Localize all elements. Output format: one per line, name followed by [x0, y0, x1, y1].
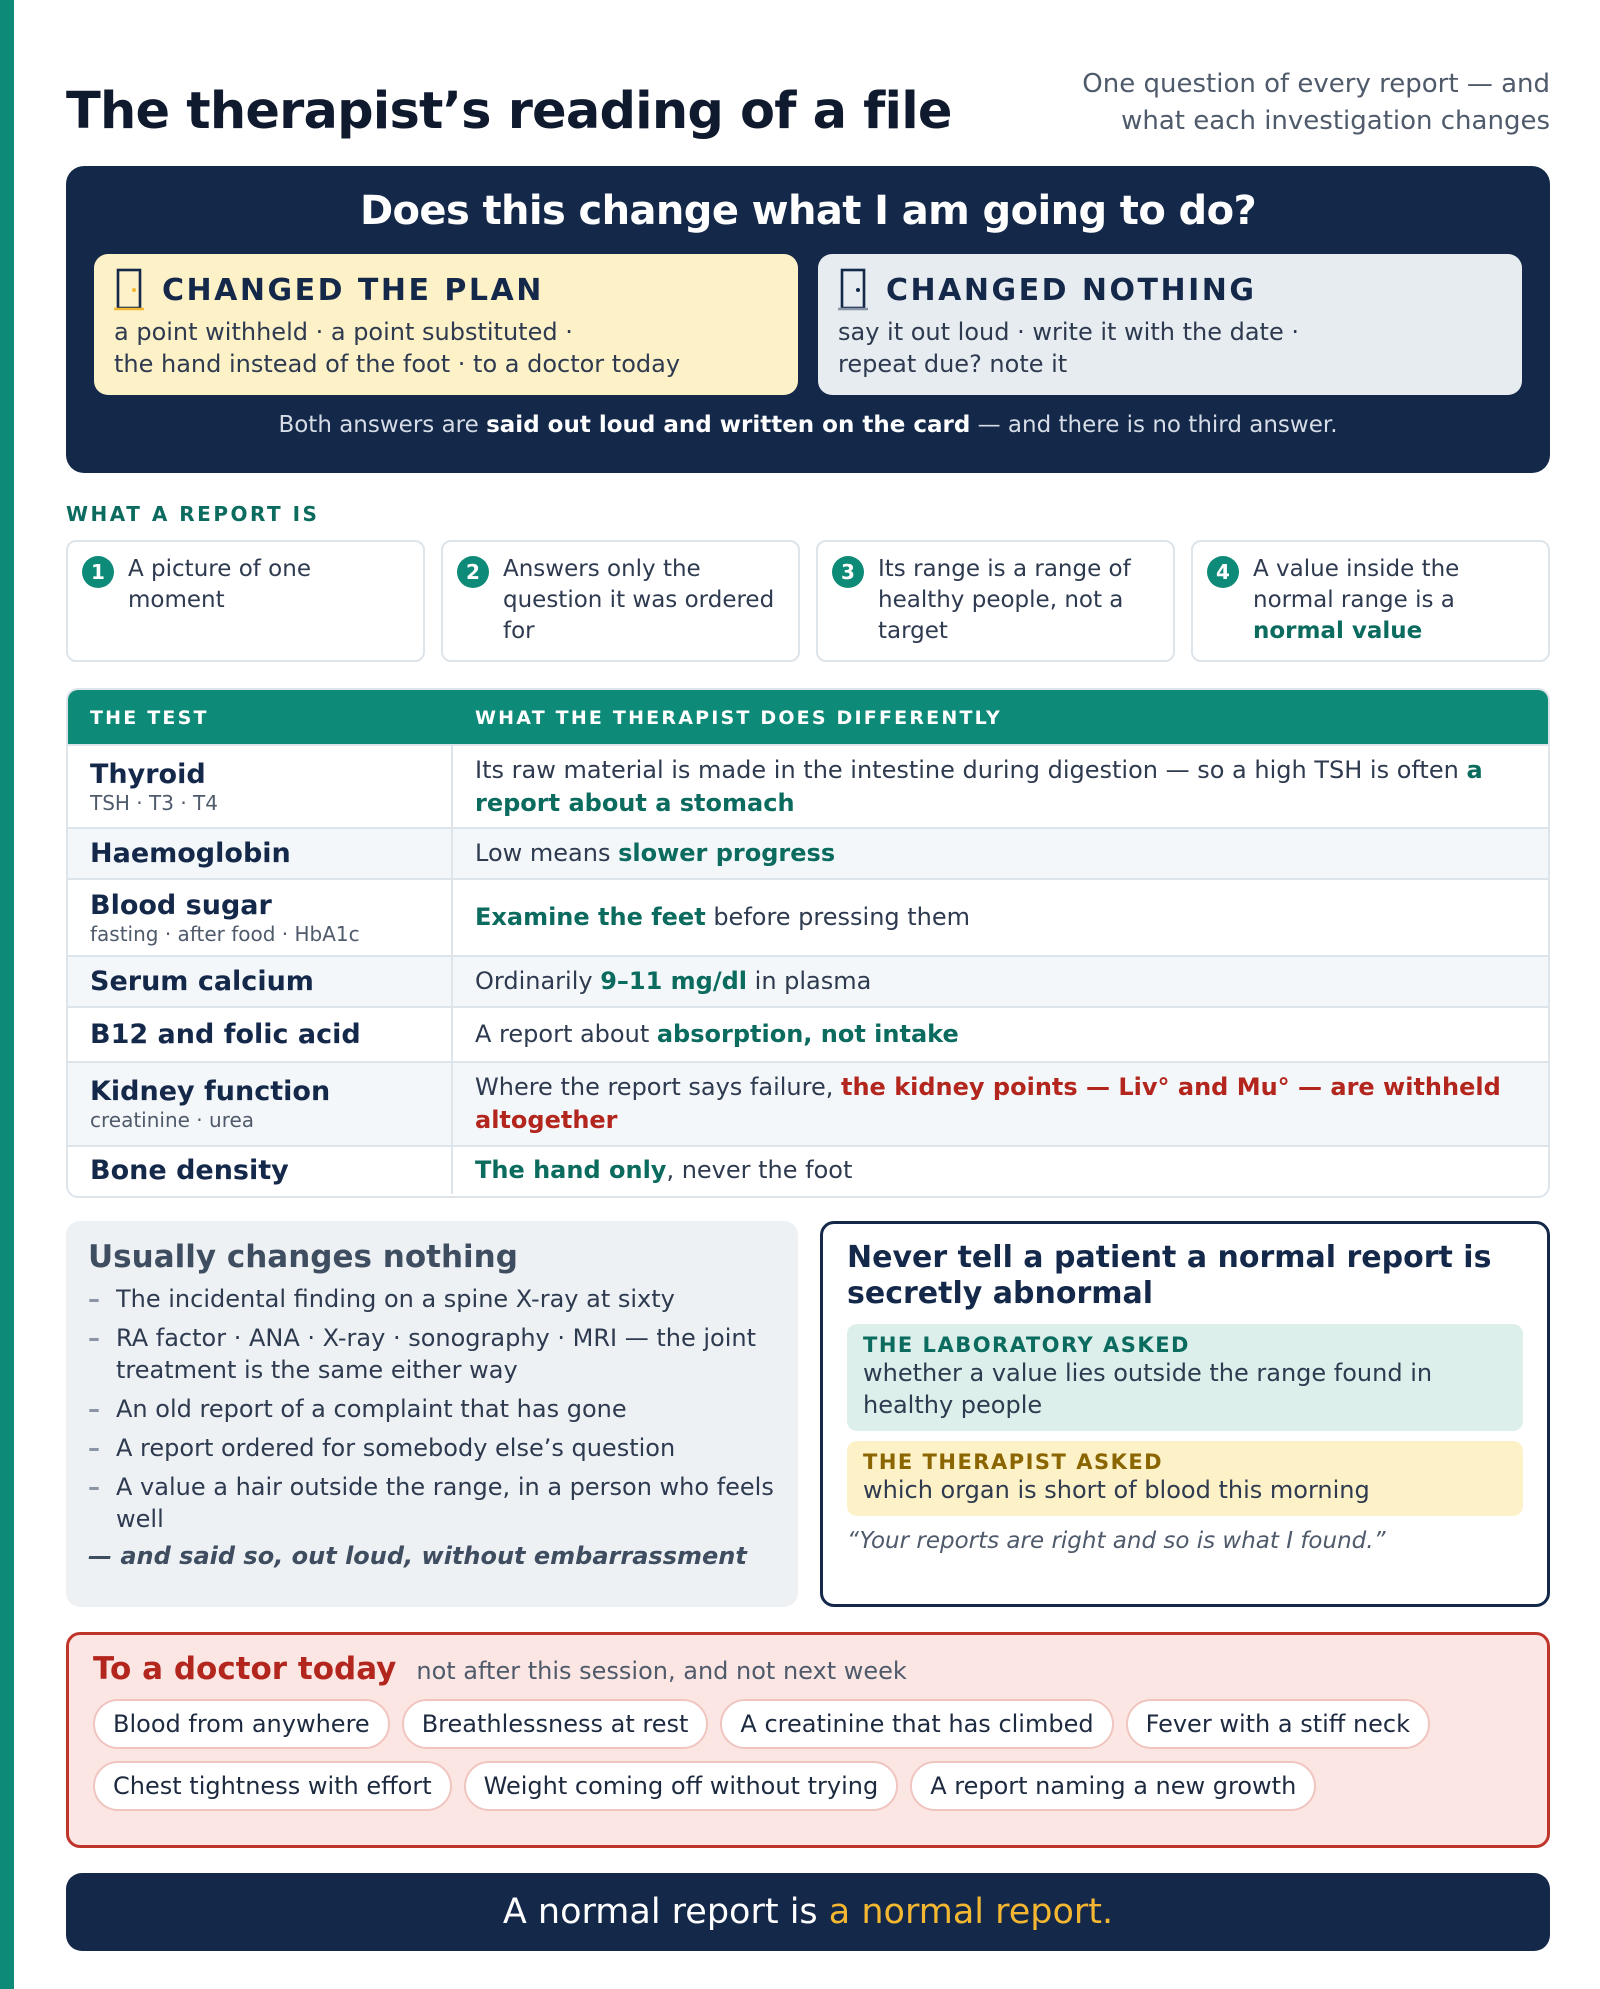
report-fact-3: [816, 540, 1175, 662]
left-accent-stripe: [0, 0, 14, 1989]
action-emphasis: a report about a stomach: [475, 755, 1483, 817]
never-tell-panel: [820, 1221, 1550, 1607]
laboratory-asked-box: [847, 1324, 1523, 1431]
fact-number-badge: 4: [1207, 556, 1239, 588]
test-name: B12 and folic acid: [90, 1018, 361, 1050]
action-text-end: in plasma: [747, 967, 872, 995]
report-fact-4: [1191, 540, 1550, 662]
usually-changes-nothing-title: Usually changes nothing: [88, 1239, 518, 1275]
usually-changes-nothing-footnote: — and said so, out loud, without embarrassment: [88, 1542, 747, 1570]
list-item: [88, 1471, 776, 1535]
page-title: The therapist’s reading of a file: [66, 82, 952, 141]
list-item: [88, 1393, 776, 1425]
test-name-cell: [68, 880, 453, 955]
doctor-today-header: [93, 1651, 1523, 1687]
usually-changes-nothing-panel: [66, 1221, 798, 1607]
action-emphasis: The hand only: [475, 1156, 667, 1184]
list-item: [88, 1283, 776, 1315]
test-subtitle: fasting · after food · HbA1c: [90, 921, 360, 946]
page-subtitle: [1082, 66, 1550, 140]
footnote-emphasis: said out loud and written on the card: [486, 412, 971, 438]
changed-nothing-line-1: say it out loud · write it with the date ·: [838, 318, 1299, 346]
changed-plan-line-1: a point withheld · a point substituted ·: [114, 318, 573, 346]
list-item: [88, 1322, 776, 1386]
page-subtitle-line-1: One question of every report — and: [1082, 69, 1550, 99]
door-icon: [838, 268, 868, 312]
fact-text-lead: A value inside the normal range is a: [1253, 556, 1460, 613]
fact-text-emphasis: normal value: [1253, 618, 1423, 644]
dash-bullet-icon: –: [88, 1324, 100, 1352]
red-flag-tag: Breathlessness at rest: [402, 1699, 709, 1749]
test-name: Thyroid: [90, 758, 206, 790]
red-flag-tag: A report naming a new growth: [910, 1761, 1316, 1811]
key-question: Does this change what I am going to do?: [359, 188, 1257, 234]
test-name-cell: [68, 829, 453, 878]
table-row-bone-density: [68, 1145, 1548, 1194]
laboratory-asked-heading: THE LABORATORY ASKED: [863, 1333, 1190, 1357]
action-emphasis: Examine the feet: [475, 903, 706, 931]
test-name-cell: [68, 1008, 453, 1061]
action-warning: the kidney points — Liv° and Mu° — are withheld altogether: [475, 1073, 1501, 1134]
changed-plan-card: [94, 254, 798, 395]
table-row-thyroid: [68, 744, 1548, 827]
footnote-text: Both answers are: [278, 412, 487, 438]
list-item-text: A report ordered for somebody else’s question: [116, 1434, 676, 1462]
changed-nothing-text: [838, 316, 1502, 380]
test-name: Bone density: [90, 1154, 289, 1186]
never-tell-title: Never tell a patient a normal report is secretly abnormal: [847, 1240, 1492, 1311]
report-facts: [66, 540, 1550, 662]
fact-number-badge: 3: [832, 556, 864, 588]
test-name: Kidney function: [90, 1076, 331, 1107]
test-subtitle: creatinine · urea: [90, 1108, 255, 1132]
doctor-today-panel: [66, 1632, 1550, 1848]
patient-quote: “Your reports are right and so is what I found.”: [847, 1528, 1386, 1554]
table-row-kidney-function: [68, 1061, 1548, 1145]
doctor-today-title: To a doctor today: [93, 1651, 397, 1687]
closing-banner: [66, 1873, 1550, 1951]
fact-text: Answers only the question it was ordered for: [503, 556, 775, 644]
fact-number-badge: 2: [457, 556, 489, 588]
changed-nothing-line-2: repeat due? note it: [838, 350, 1068, 378]
column-header-test: THE TEST: [90, 707, 209, 729]
therapist-asked-text: which organ is short of blood this morning: [863, 1476, 1370, 1504]
fact-text: [1253, 554, 1534, 660]
closing-text: A normal report is: [502, 1892, 829, 1932]
red-flag-list: [93, 1699, 1533, 1823]
action-text: Its raw material is made in the intestine during digestion — so a high TSH is often: [475, 755, 1467, 784]
changed-nothing-card: [818, 254, 1522, 395]
changed-nothing-title: CHANGED NOTHING: [886, 272, 1257, 308]
door-icon: [114, 268, 144, 312]
laboratory-asked-text: whether a value lies outside the range found in healthy people: [863, 1359, 1433, 1419]
test-subtitle: TSH · T3 · T4: [90, 790, 218, 815]
page-header: [66, 66, 1550, 150]
report-fact-2: [441, 540, 800, 662]
action-text: Ordinarily: [475, 967, 601, 995]
action-text-end: , never the foot: [666, 1156, 853, 1184]
table-row-serum-calcium: [68, 955, 1548, 1006]
tests-table: [66, 688, 1550, 1198]
test-action-cell: [475, 829, 1528, 878]
test-action-cell: [475, 1063, 1528, 1145]
red-flag-tag: Chest tightness with effort: [93, 1761, 452, 1811]
action-emphasis: slower progress: [618, 839, 836, 867]
dash-bullet-icon: –: [88, 1473, 100, 1501]
list-item-text: RA factor · ANA · X-ray · sonography · MRI — the joint treatment is the same either way: [116, 1324, 756, 1384]
test-name: Haemoglobin: [90, 837, 291, 869]
action-text-end: before pressing them: [705, 903, 971, 931]
test-name-cell: [68, 957, 453, 1006]
list-item: [88, 1432, 776, 1464]
column-header-action: WHAT THE THERAPIST DOES DIFFERENTLY: [475, 707, 1002, 729]
test-name-cell: [68, 746, 453, 827]
action-text: Low means: [475, 839, 619, 867]
action-text: A report about: [475, 1020, 657, 1048]
tests-table-header: [68, 690, 1548, 744]
fact-text: Its range is a range of healthy people, not a target: [878, 556, 1131, 644]
usually-changes-nothing-list: [88, 1283, 776, 1535]
list-item-text: An old report of a complaint that has gone: [116, 1395, 627, 1423]
action-text: Where the report says failure,: [475, 1073, 841, 1101]
action-emphasis: absorption, not intake: [656, 1020, 959, 1048]
red-flag-tag: Weight coming off without trying: [464, 1761, 899, 1811]
test-name-cell: [68, 1147, 453, 1194]
table-row-blood-sugar: [68, 878, 1548, 955]
test-name: Blood sugar: [90, 889, 272, 921]
list-item-text: A value a hair outside the range, in a person who feels well: [116, 1473, 774, 1533]
report-fact-1: [66, 540, 425, 662]
closing-highlight: a normal report.: [828, 1892, 1114, 1932]
footnote-text-end: — and there is no third answer.: [970, 412, 1338, 438]
test-name: Serum calcium: [90, 965, 314, 997]
changed-plan-title: CHANGED THE PLAN: [162, 272, 544, 308]
section-label-what-a-report-is: WHAT A REPORT IS: [66, 502, 320, 526]
doctor-today-subtitle: not after this session, and not next week: [416, 1657, 907, 1685]
fact-number-badge: 1: [82, 556, 114, 588]
test-action-cell: [475, 746, 1528, 827]
test-name-cell: [68, 1063, 453, 1145]
key-question-panel: [66, 166, 1550, 473]
red-flag-tag: Blood from anywhere: [93, 1699, 390, 1749]
fact-text: A picture of one moment: [128, 556, 311, 613]
table-row-b12-folic-acid: [68, 1006, 1548, 1061]
test-action-cell: [475, 1008, 1528, 1061]
dash-bullet-icon: –: [88, 1434, 100, 1462]
red-flag-tag: Fever with a stiff neck: [1126, 1699, 1430, 1749]
key-question-footnote: [66, 412, 1550, 438]
dash-bullet-icon: –: [88, 1395, 100, 1423]
test-action-cell: [475, 880, 1528, 955]
therapist-asked-box: [847, 1441, 1523, 1516]
changed-plan-line-2: the hand instead of the foot · to a doctor today: [114, 350, 681, 378]
table-row-haemoglobin: [68, 827, 1548, 878]
test-action-cell: [475, 1147, 1528, 1194]
test-action-cell: [475, 957, 1528, 1006]
changed-plan-text: [114, 316, 778, 380]
page-subtitle-line-2: what each investigation changes: [1121, 106, 1550, 136]
red-flag-tag: A creatinine that has climbed: [720, 1699, 1113, 1749]
list-item-text: The incidental finding on a spine X-ray at sixty: [116, 1285, 675, 1313]
dash-bullet-icon: –: [88, 1285, 100, 1313]
therapist-asked-heading: THE THERAPIST ASKED: [863, 1450, 1164, 1474]
action-emphasis: 9–11 mg/dl: [600, 967, 748, 995]
